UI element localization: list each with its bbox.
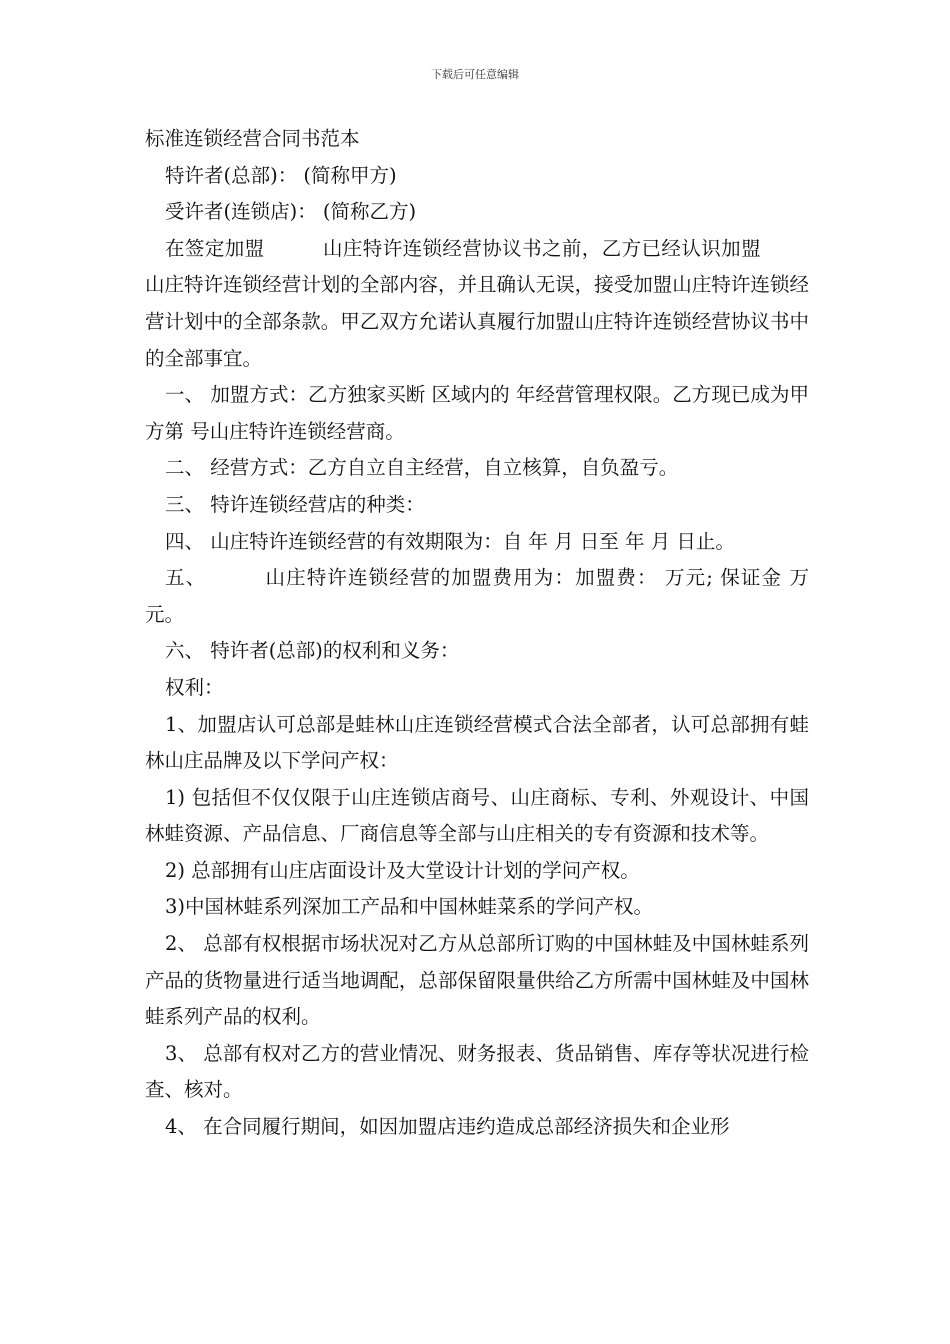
party-b-line: 受许者(连锁店)： (简称乙方) [165,200,417,224]
clause-5-number: 五、 [165,566,207,590]
rights-heading: 权利： [165,675,224,699]
document-body [145,121,809,1146]
party-a-line: 特许者(总部)： (简称甲方) [165,163,397,187]
clause-6: 六、 特许者(总部)的权利和义务： [165,639,460,663]
right-1-sub-2: 2) 总部拥有山庄店面设计及大堂设计计划的学问产权。 [165,858,640,882]
header-note: 下载后可任意编辑 [431,68,519,81]
clause-5 [145,560,809,633]
clause-2: 二、 经营方式：乙方自立自主经营，自立核算，自负盈亏。 [165,456,679,480]
right-4: 4、 在合同履行期间，如因加盟店违约造成总部经济损失和企业形 [165,1115,730,1139]
right-1-sub-1: 1) 包括但不仅仅限于山庄连锁店商号、山庄商标、专利、外观设计、中国林蛙资源、产品信息、厂商信息等全部与山庄相关的专有资源和技术等。 [145,785,809,846]
intro-paragraph [145,231,809,377]
clause-5-text: 山庄特许连锁经营的加盟费用为：加盟费： 万元; 保证金 万元。 [145,566,809,626]
right-1: 1、加盟店认可总部是蛙林山庄连锁经营模式合法全部者，认可总部拥有蛙林山庄品牌及以下学问产权： [145,712,809,773]
clause-4: 四、 山庄特许连锁经营的有效期限为：自 年 月 日至 年 月 日止。 [165,529,735,553]
clause-1: 一、 加盟方式：乙方独家买断 区域内的 年经营管理权限。乙方现已成为甲方第 号山庄特许连锁经营商。 [145,383,809,443]
intro-part-1: 在签定加盟 [165,236,265,260]
right-1-sub-3: 3)中国林蛙系列深加工产品和中国林蛙菜系的学问产权。 [165,895,654,919]
intro-part-3: 山庄特许连锁经营计划的全部内容，并且确认无误，接受加盟山庄特许连锁经营计划中的全部条款。甲乙双方允诺认真履行加盟山庄特许连锁经营协议书中的全部事宜。 [145,273,809,370]
right-3: 3、 总部有权对乙方的营业情况、财务报表、货品销售、库存等状况进行检查、核对。 [145,1041,809,1102]
right-2: 2、 总部有权根据市场状况对乙方从总部所订购的中国林蛙及中国林蛙系列产品的货物量进行适当地调配，总部保留限量供给乙方所需中国林蛙及中国林蛙系列产品的权利。 [145,932,809,1029]
intro-part-2: 山庄特许连锁经营协议书之前，乙方已经认识加盟 [322,236,761,260]
clause-3: 三、 特许连锁经营店的种类： [165,492,425,516]
document-title: 标准连锁经营合同书范本 [145,127,360,150]
